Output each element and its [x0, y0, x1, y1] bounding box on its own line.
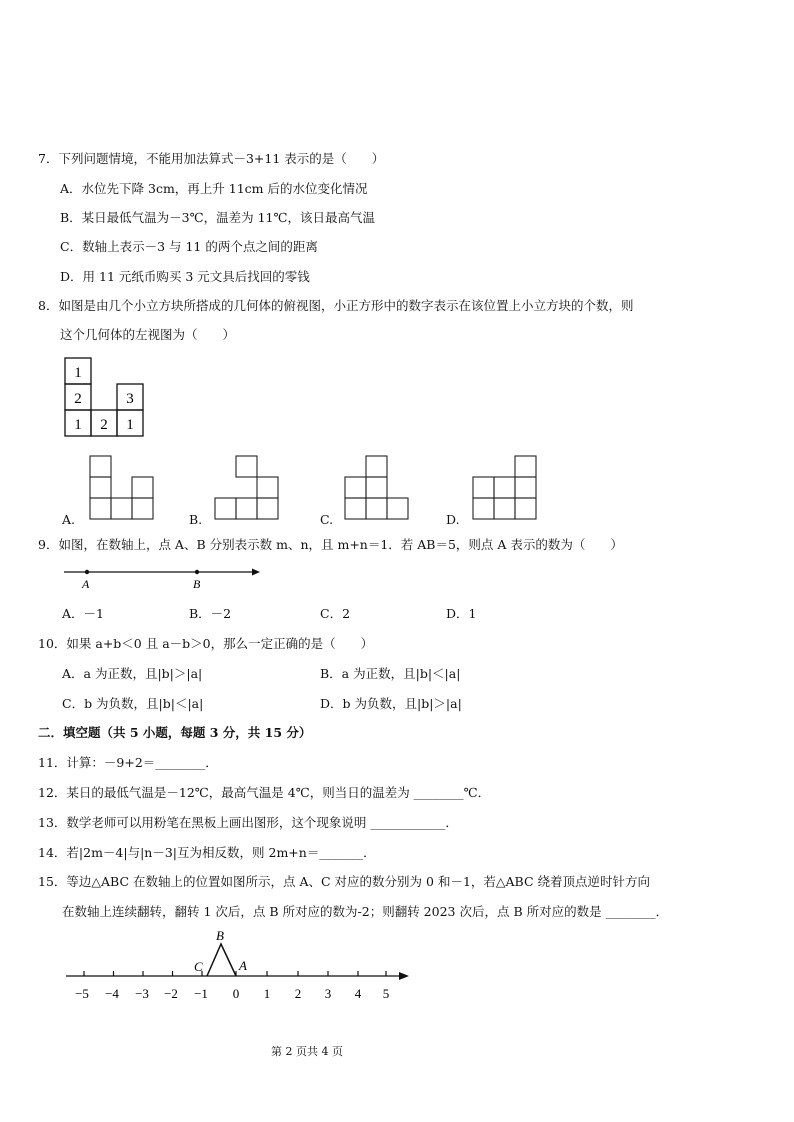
q8-stem-line1: 8．如图是由几个小立方块所搭成的几何体的俯视图，小正方形中的数字表示在该位置上小立方块的个数，则 [38, 298, 634, 313]
q15-vertex-a: A [239, 958, 247, 973]
grid-number-r3c1: 1 [74, 417, 82, 433]
tick-label: 3 [324, 986, 332, 1001]
grid-number-r1c1: 1 [74, 365, 82, 381]
q9-number-line [62, 562, 272, 592]
q7-option-a: A．水位先下降 3cm，再上升 11cm 后的水位变化情况 [60, 181, 368, 196]
grid-number-r3c2: 2 [100, 417, 108, 433]
q7-option-c: C．数轴上表示－3 与 11 的两个点之间的距离 [60, 239, 318, 254]
q8-option-d-label: D. [446, 512, 460, 527]
q8-option-b-label: B. [189, 512, 203, 527]
q11: 11．计算：－9+2＝________． [38, 755, 218, 770]
tick-label: −4 [105, 986, 119, 1001]
q9-stem: 9．如图，在数轴上，点 A、B 分别表示数 m、n，且 m+n＝1．若 AB＝5，则点 A 表示的数为（ ） [38, 537, 623, 552]
q12: 12．某日的最低气温是－12℃，最高气温是 4℃，则当日的温差为 ________℃． [38, 785, 491, 800]
tick-label: −2 [164, 986, 178, 1001]
q8-option-b-figure [214, 455, 280, 521]
section-heading: 二．填空题（共 5 小题，每题 3 分，共 15 分） [38, 725, 312, 740]
q13: 13．数学老师可以用粉笔在黑板上画出图形，这个现象说明 ____________． [38, 815, 458, 830]
q9-option-b: B．－2 [189, 606, 232, 621]
tick-label: −3 [135, 986, 149, 1001]
tick-label: −5 [75, 986, 89, 1001]
tick-label: 0 [232, 986, 240, 1001]
tick-label: 5 [382, 986, 390, 1001]
q10-option-a: A．a 为正数，且|b|＞|a| [62, 666, 203, 681]
tick-label: 4 [354, 986, 362, 1001]
q14: 14．若|2m－4|与|n－3|互为相反数，则 2m+n＝_______． [38, 845, 376, 860]
q8-option-a-label: A. [62, 512, 76, 527]
grid-number-r2c3: 3 [126, 391, 134, 407]
q9-point-a-label: A [82, 577, 90, 591]
q15-line1: 15．等边△ABC 在数轴上的位置如图所示，点 A、C 对应的数分别为 0 和－1，若△ABC 绕着顶点逆时针方向 [38, 874, 650, 889]
q10-option-d: D．b 为负数，且|b|＞|a| [320, 696, 462, 711]
page-footer: 第 2 页共 4 页 [271, 1045, 343, 1058]
q10-option-c: C．b 为负数，且|b|＜|a| [62, 696, 204, 711]
q8-option-a-figure [89, 455, 155, 521]
q8-option-c-figure [344, 455, 410, 521]
tick-label: −1 [194, 986, 208, 1001]
q15-line2: 在数轴上连续翻转，翻转 1 次后，点 B 所对应的数为-2；则翻转 2023 次后，点 B 所对应的数是 ________． [62, 904, 669, 919]
grid-number-r2c1: 2 [74, 391, 82, 407]
q8-stem-line2: 这个几何体的左视图为（ ） [60, 327, 236, 342]
q8-top-view-grid [64, 357, 144, 437]
q8-option-c-label: C. [320, 512, 334, 527]
q15-vertex-b: B [216, 928, 224, 943]
q10-option-b: B．a 为正数，且|b|＜|a| [320, 666, 461, 681]
q7-stem: 7．下列问题情境，不能用加法算式－3+11 表示的是（ ） [38, 151, 385, 166]
tick-label: 1 [263, 986, 271, 1001]
tick-label: 2 [294, 986, 302, 1001]
q8-option-d-figure [472, 455, 538, 521]
q15-vertex-c: C [194, 959, 203, 974]
grid-number-r3c3: 1 [126, 417, 134, 433]
q9-option-a: A．－1 [62, 606, 104, 621]
q7-option-d: D．用 11 元纸币购买 3 元文具后找回的零钱 [60, 269, 310, 284]
q9-option-d: D．1 [446, 606, 477, 621]
q10-stem: 10．如果 a+b＜0 且 a－b＞0，那么一定正确的是（ ） [38, 636, 374, 651]
q9-option-c: C．2 [320, 606, 351, 621]
q9-point-b-label: B [193, 577, 201, 591]
q7-option-b: B．某日最低气温为－3℃，温差为 11℃，该日最高气温 [60, 210, 375, 225]
q15-number-line [64, 930, 414, 1005]
